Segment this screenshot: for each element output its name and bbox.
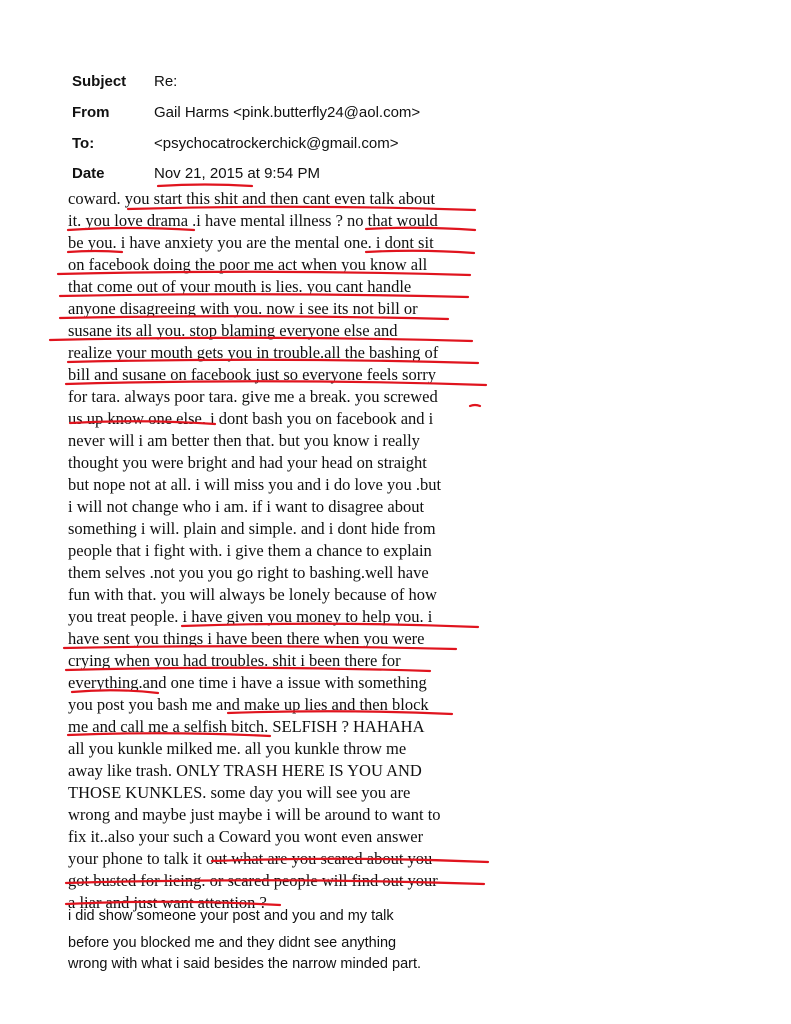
body-line: your phone to talk it out what are you scared about you <box>68 849 433 868</box>
body-line: be you. i have anxiety you are the mental one. i dont sit <box>68 233 434 252</box>
body-line: crying when you had troubles. shit i been there for <box>68 651 401 670</box>
body-line: everything.and one time i have a issue with something <box>68 673 427 692</box>
tail-line: wrong with what i said besides the narrow minded part. <box>68 956 422 972</box>
from-label: From <box>72 104 110 121</box>
date-value: Nov 21, 2015 at 9:54 PM <box>154 165 320 182</box>
body-line: anyone disagreeing with you. now i see its not bill or <box>68 299 418 318</box>
body-line: them selves .not you you go right to bashing.well have <box>68 563 429 582</box>
body-line: realize your mouth gets you in trouble.all the bashing of <box>68 343 439 362</box>
body-line: bill and susane on facebook just so everyone feels sorry <box>68 365 436 384</box>
subject-value: Re: <box>154 73 178 90</box>
body-line: something i will. plain and simple. and i dont hide from <box>68 519 436 538</box>
body-line: away like trash. ONLY TRASH HERE IS YOU AND <box>68 761 422 780</box>
body-line: fun with that. you will always be lonely because of how <box>68 585 437 604</box>
underline-date <box>158 185 252 187</box>
body-line: fix it..also your such a Coward you wont even answer <box>68 827 424 846</box>
date-label: Date <box>72 165 105 182</box>
body-line: it. you love drama .i have mental illness ? no that would <box>68 211 438 230</box>
body-line: that come out of your mouth is lies. you cant handle <box>68 277 412 296</box>
body-line: you post you bash me and make up lies and then block <box>68 695 429 714</box>
tail-line: i did show someone your post and you and my talk <box>68 908 394 924</box>
body-line: got busted for lieing. or scared people will find out your <box>68 871 438 890</box>
body-line: all you kunkle milked me. all you kunkle throw me <box>68 739 407 758</box>
tail-line: before you blocked me and they didnt see anything <box>68 935 397 951</box>
subject-label: Subject <box>72 73 127 90</box>
body-line: THOSE KUNKLES. some day you will see you are <box>68 783 411 802</box>
to-value: <psychocatrockerchick@gmail.com> <box>154 135 399 152</box>
to-label: To: <box>72 135 95 152</box>
body-line: wrong and maybe just maybe i will be around to want to <box>68 805 441 824</box>
underline-10 <box>470 405 480 406</box>
body-line: me and call me a selfish bitch. SELFISH ? HAHAHA <box>68 717 425 736</box>
body-line: never will i am better then that. but you know i really <box>68 431 420 450</box>
body-line: a liar and just want attention ? <box>68 893 267 912</box>
body-line: for tara. always poor tara. give me a break. you screwed <box>68 387 438 406</box>
body-line: us up know one else. i dont bash you on facebook and i <box>68 409 434 428</box>
body-line: i will not change who i am. if i want to disagree about <box>68 497 425 516</box>
body-line: but nope not at all. i will miss you and i do love you .but <box>68 475 442 494</box>
body-line: have sent you things i have been there when you were <box>68 629 425 648</box>
body-line: you treat people. i have given you money to help you. i <box>68 607 433 626</box>
body-line: on facebook doing the poor me act when you know all <box>68 255 428 274</box>
body-line: coward. you start this shit and then cant even talk about <box>68 189 436 208</box>
body-line: thought you were bright and had your head on straight <box>68 453 427 472</box>
from-value: Gail Harms <pink.butterfly24@aol.com> <box>154 104 421 121</box>
body-line: susane its all you. stop blaming everyone else and <box>68 321 398 340</box>
body-line: people that i fight with. i give them a chance to explain <box>68 541 432 560</box>
